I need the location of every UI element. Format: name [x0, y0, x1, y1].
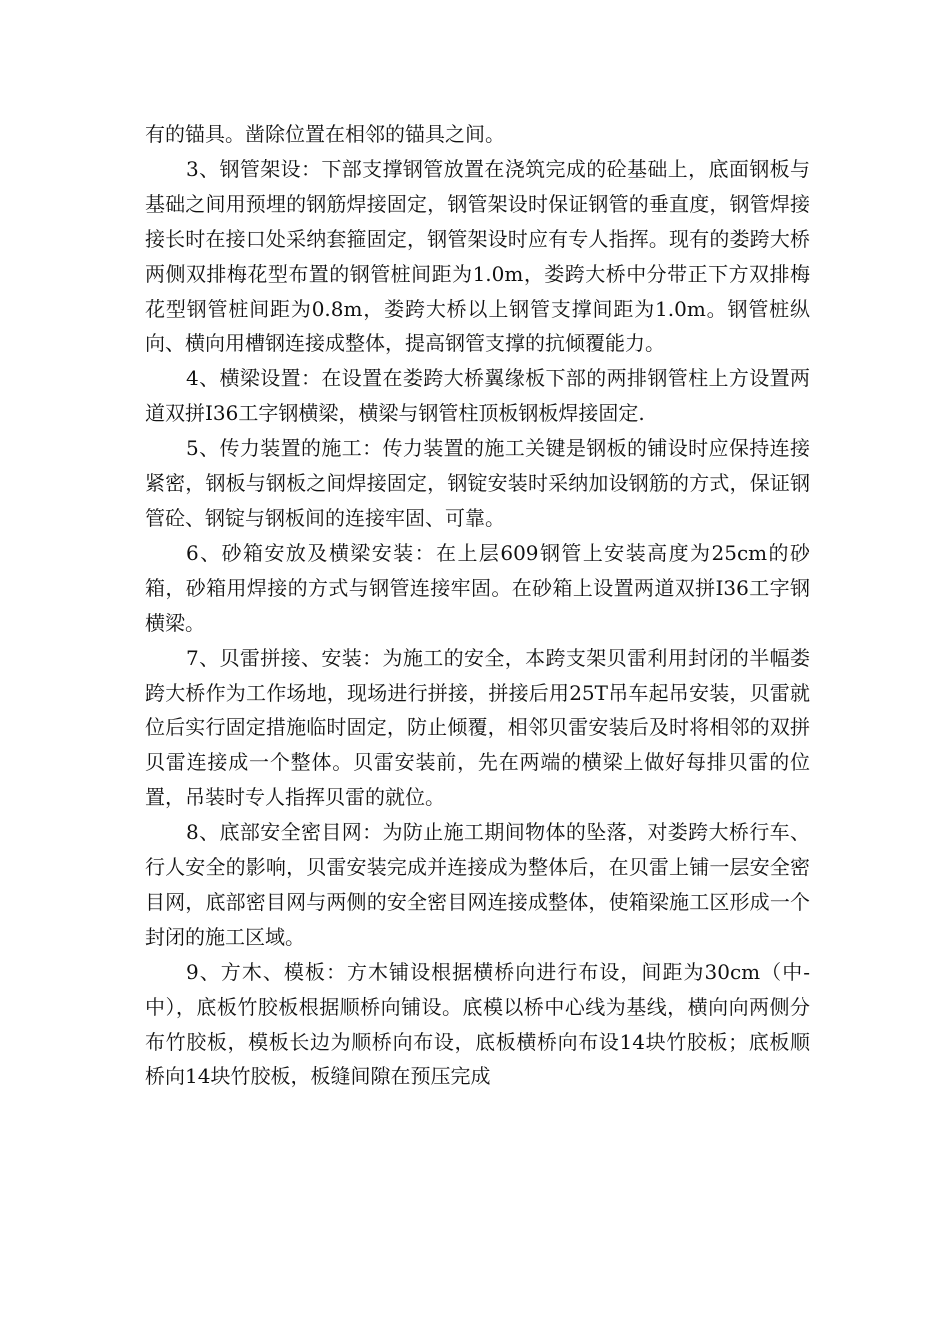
paragraph-force-transfer-device: 5、传力装置的施工：传力装置的施工关键是钢板的铺设时应保持连接紧密，钢板与钢板之间焊接固定，钢锭安装时采纳加设钢筋的方式，保证钢管砼、钢锭与钢板间的连接牢固、可靠。: [145, 436, 810, 530]
paragraph-bailey-assembly: 7、贝雷拼接、安装：为施工的安全，本跨支架贝雷利用封闭的半幅娄跨大桥作为工作场地，现场进行拼接，拼接后用25T吊车起吊安装，贝雷就位后实行固定措施临时固定，防止倾覆，相邻贝雷安装后及时将相邻的双拼贝雷连接成一个整体。贝雷安装前，先在两端的横梁上做好每排贝雷的位置，吊装时专人指挥贝雷的就位。: [145, 645, 810, 810]
document-body: [145, 117, 810, 1094]
paragraph-sandbox-placement: 6、砂箱安放及横梁安装：在上层609钢管上安装高度为25cm的砂箱，砂箱用焊接的方式与钢管连接牢固。在砂箱上设置两道双拼I36工字钢横梁。: [145, 540, 810, 635]
paragraph-safety-net: 8、底部安全密目网：为防止施工期间物体的坠落，对娄跨大桥行车、行人安全的影响，贝雷安装完成并连接成为整体后，在贝雷上铺一层安全密目网，底部密目网与两侧的安全密目网连接成整体，使箱梁施工区形成一个封闭的施工区域。: [145, 820, 810, 949]
paragraph-timber-formwork: 9、方木、模板：方木铺设根据横桥向进行布设，间距为30cm（中-中），底板竹胶板根据顺桥向铺设。底模以桥中心线为基线，横向向两侧分布竹胶板，模板长边为顺桥向布设，底板横桥向布设14块竹胶板；底板顺桥向14块竹胶板，板缝间隙在预压完成: [145, 959, 810, 1089]
paragraph-crossbeam-setup: 4、横梁设置：在设置在娄跨大桥翼缘板下部的两排钢管柱上方设置两道双拼I36工字钢横梁，横梁与钢管柱顶板钢板焊接固定.: [145, 366, 810, 426]
paragraph-continuation: 有的锚具。凿除位置在相邻的锚具之间。: [145, 122, 505, 146]
paragraph-steel-pipe-erection: 3、钢管架设：下部支撑钢管放置在浇筑完成的砼基础上，底面钢板与基础之间用预埋的钢筋焊接固定，钢管架设时保证钢管的垂直度，钢管焊接接长时在接口处采纳套箍固定，钢管架设时应有专人指挥。现有的娄跨大桥两侧双排梅花型布置的钢管桩间距为1.0m，娄跨大桥中分带正下方双排梅花型钢管桩间距为0.8m，娄跨大桥以上钢管支撑间距为1.0m。钢管桩纵向、横向用槽钢连接成整体，提高钢管支撑的抗倾覆能力。: [145, 156, 810, 356]
